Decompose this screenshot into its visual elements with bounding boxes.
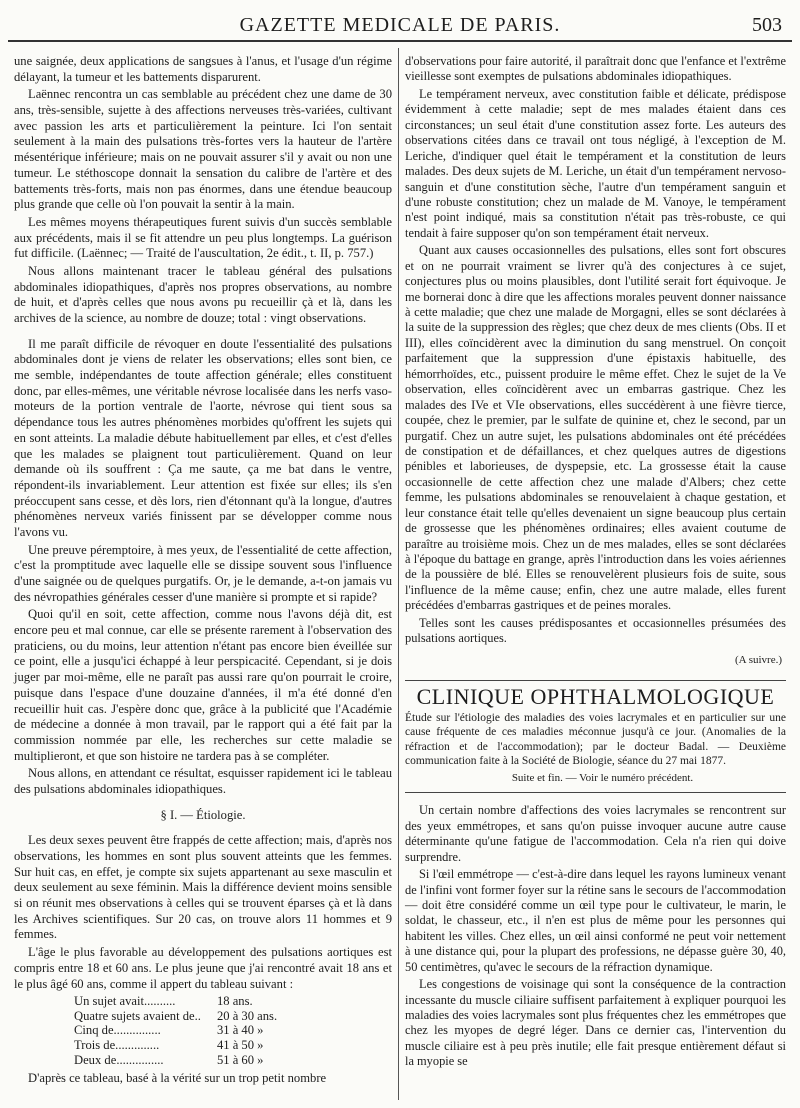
table-row [74,1023,283,1038]
journal-title: GAZETTE MEDICALE DE PARIS. [239,14,561,36]
left-column [14,54,392,1087]
paragraph: Si l'œil emmétrope — c'est-à-dire dans lequel les rayons lumineux venant de l'infini vont former foyer sur la rétine sans le secours de l'accommodation — doit être considéré comme un œil type pour le cultivateur, le marin, le soldat, le chasseur, etc., il n'en est plus de même pour les personnes qui habitent les villes. Chez elles, un œil ainsi conformé ne peut voir nettement à une distance qui, pour la plupart des professions, ne dépasse guère 30, 40, 50 centimètres, qu'avec le secours de la réfraction dynamique. [405,867,786,974]
paragraph: une saignée, deux applications de sangsues à l'anus, et l'usage d'un régime délayant, la tumeur et les battements disparurent. [14,54,392,84]
paragraph: Quant aux causes occasionnelles des pulsations, elles sont fort obscures et on ne pourrait vraiment se livrer qu'à des conjectures à ce sujet, conjectures plus ou moins plausibles, dont l'utilité serait fort équivoque. Je me bornerai donc à dire que les affections morales peuvent donner naissance à cette maladie; que chez une malade de Morgagni, elles se sont déclarées à la suite de la suppression des règles; que chez deux de mes clients (Obs. II et III), elles coïncidèrent avec la diminution du sang menstruel. On conçoit parfaitement que la suppression d'une épistaxis habituelle, des hémorrhoïdes, etc., puissent produire le même effet. Chez le sujet de la Ve observation, elles coïncidèrent avec un embarras gastrique. Chez les malades des IVe et VIe observations, elles succédèrent à une fièvre tierce, coupée, chez le premier, par le sulfate de quinine et, chez le second, par un purgatif. Chez un autre sujet, les pulsations abdominales ont été précédées de constipation et de défaillances, et chez quelques autres de digestions pénibles et laborieuses, de dyspepsie, etc. La grossesse était la cause occasionnelle de cette affection chez une malade d'Albers; chez cette femme, les pulsations abdominales se renouvelaient à chaque gestation, et leur constance était telle qu'elles devenaient un signe beaucoup plus certain de grossesse que les phénomènes ordinaires; elles avaient coutume de paraître au troisième mois. Chez un de mes malades, elles se sont déclarées à l'époque du battage en grange, après l'introduction dans les voies aériennes de la poussière de blé. Elles se renouvelèrent plusieurs fois de suite, sous l'influence de la même cause; enfin, chez une autre malade, elles furent précédées d'embarras gastriques et de peines morales. [405,243,786,613]
paragraph: d'observations pour faire autorité, il paraîtrait donc que l'enfance et l'extrême vieillesse sont exemptes de pulsations abdominales idiopathiques. [405,54,786,84]
paragraph: Les congestions de voisinage qui sont la conséquence de la contraction incessante du muscle ciliaire suffisent parfaitement à expliquer pourquoi les maladies des voies lacrymales sont plus fréquentes chez les emmétropes que chez les myopes de degré léger. Dans ce dernier cas, l'intervention du muscle ciliaire est à peu près inutile; elle fait presque entièrement défaut si la myopie se [405,977,786,1069]
section-rule [405,680,786,681]
paragraph: Le tempérament nerveux, avec constitution faible et délicate, prédispose évidemment à cette maladie; sept de mes malades étaient dans ces circonstances; un seul était d'une constitution assez forte. Les auteurs des observations citées dans ce travail ont tous négligé, à l'exception de M. Leriche, d'indiquer quel était le tempérament et la constitution de leurs malades. Des deux sujets de M. Leriche, un était d'un tempérament nervoso-sanguin et d'une constitution sèche, l'autre d'un tempérament sanguin et d'une robuste constitution; chez un malade de M. Vanoye, le tempérament n'est point indiqué, mais sa constitution n'était pas très-robuste, ce qui tendait à faire supposer qu'on son tempérament était nerveux. [405,86,786,240]
paragraph: Les mêmes moyens thérapeutiques furent suivis d'un succès semblable aux précédents, mais il se fit attendre un peu plus longtemps. La guérison fut difficile. (Laënnec; — Traité de l'auscultation, 2e édit., t. II, p. 757.) [14,214,392,261]
table-row [74,1009,283,1024]
to-follow-note: (A suivre.) [734,653,782,666]
age-label: Quatre sujets avaient de.. [74,1008,201,1023]
paragraph: Un certain nombre d'affections des voies lacrymales se rencontrent sur des yeux emmétropes, et sans qu'on puisse invoquer aucune autre cause déterminante qu'une fatigue de l'accommodation. Cela n'a rien qui doive surprendre. [405,803,786,864]
column-divider [398,48,399,1100]
paragraph: Quoi qu'il en soit, cette affection, comme nous l'avons déjà dit, est encore peu et mal connue, car elle se présente rarement à l'observation des praticiens, ou du moins, leur attention n'étant pas encore bien éveillée sur ce point, elle a jusqu'ici échappé à leur perspicacité. Cependant, si je dois juger par moi-même, elle ne paraît pas aussi rare qu'on pourrait le croire, puisque dans l'espace d'une douzaine d'années, il m'a été donné d'en recueillir huit cas. J'espère donc que, grâce à la publicité que l'Académie de médecine a donnée à mon travail, par le rapport qui a été fait par la commission nommée par elle, les recherches sur cette maladie se multiplieront, et que son histoire ne tardera pas à se compléter. [14,607,392,763]
paragraph: Nous allons maintenant tracer le tableau général des pulsations abdominales idiopathiques, d'après nos propres observations, au nombre de huit, et d'après celles que nous avons pu recueillir çà et là, dans les archives de la science, au nombre de douze; total : vingt observations. [14,263,392,325]
age-value: 18 ans. [216,994,253,1009]
paragraph: Laënnec rencontra un cas semblable au précédent chez une dame de 30 ans, très-sensible, sujette à des affections nerveuses très-variées, cultivant avec passion les arts et particulièrement la peinture. Ici l'on sentait seulement à la main des pulsations très-fortes vers la hauteur de l'artère mésentérique inférieure; mais on ne pouvait assurer s'il y avait ou non une tumeur. Le stéthoscope donnait la sensation du calibre de l'artère et des battements très-forts, mais non pas énormes, dans une étendue beaucoup plus grande que celle où l'on pouvait la sentir à la main. [14,87,392,212]
table-row [74,1053,283,1068]
right-column [405,54,786,1070]
age-label: Deux de............... [74,1052,164,1067]
paragraph: D'après ce tableau, basé à la vérité sur un trop petit nombre [28,1071,327,1086]
paragraph: Il me paraît difficile de révoquer en doute l'essentialité des pulsations abdominales dont je viens de relater les observations; elles sont bien, ce me semble, indépendantes de toute affection générale; elles constituent donc, par elles-mêmes, une véritable névrose localisée dans les nerfs vaso-moteurs de la portion ventrale de l'aorte, névrose qui tient sous sa dépendance tous les autres phénomènes morbides qu'offrent les sujets qui en sont atteints. La maladie débute habituellement par elles, et c'est d'elles que les malades se plaignent tout particulièrement. Quand on leur demande où ils souffrent : Ça me saute, ça me bat dans le ventre, répondent-ils invariablement. Leur attention est fixée sur elles; ils s'en préoccupent sans cesse, et dès lors, rien d'étonnant qu'à la longue, d'autres phénomènes nerveux variés finissent par se développer comme nous l'avons vu. [14,336,392,539]
section-heading: § I. — Étiologie. [160,807,246,822]
age-label: Un sujet avait.......... [74,994,176,1009]
paragraph: Une preuve péremptoire, à mes yeux, de l'essentialité de cette affection, c'est la promptitude avec laquelle elle se dissipe souvent sous l'influence d'une saignée ou de quelques purgatifs. Or, je le demande, a-t-on jamais vu des névropathies générales cesser d'une manière si prompte et si rapide? [14,542,392,604]
clinique-section [405,680,786,793]
age-label: Trois de.............. [74,1037,160,1052]
paragraph: Telles sont les causes prédisposantes et occasionnelles présumées des pulsations aortiques. [405,615,786,646]
age-value: 20 à 30 ans. [216,1008,278,1023]
age-value: 31 à 40 » [216,1023,264,1038]
paragraph: Les deux sexes peuvent être frappés de cette affection; mais, d'après nos observations, les hommes en sont plus souvent atteints que les femmes. Sur huit cas, en effet, je compte six sujets appartenant au sexe masculin et deux seulement au sexe féminin. Mais la différence devient moins sensible si on réunit mes observations à celles qui se trouvent éparses çà et là dans les Archives scientifiques. Sur 20 cas, on trouve alors 11 hommes et 9 femmes. [14,833,392,942]
table-row [74,1038,283,1053]
age-label: Cinq de............... [74,1023,161,1038]
age-table [74,994,283,1067]
continuation-note: Suite et fin. — Voir le numéro précédent. [511,771,694,784]
page-number: 503 [752,14,782,36]
age-value: 51 à 60 » [216,1052,264,1067]
section-rule [405,792,786,793]
paragraph: Nous allons, en attendant ce résultat, esquisser rapidement ici le tableau des pulsations abdominales idiopathiques. [14,766,392,796]
section-title: CLINIQUE OPHTHALMOLOGIQUE [416,684,775,710]
article-subtitle: Étude sur l'étiologie des maladies des voies lacrymales et en particulier sur une cause fréquente de ces maladies méconnue jusqu'à ce jour. (Anomalies de la réfraction et de l'accommodation); par le docteur Badal. — Deuxième communication faite à la Société de Biologie, séance du 27 mai 1877. [405,711,786,768]
page-header [0,0,800,54]
age-value: 41 à 50 » [216,1037,264,1052]
header-rule [8,40,792,42]
table-row [74,994,283,1009]
paragraph: L'âge le plus favorable au développement des pulsations aortiques est compris entre 18 et 60 ans. Le plus jeune que j'ai rencontré avait 18 ans et le plus âgé 60 ans, comme il appert du tableau suivant : [14,945,392,991]
